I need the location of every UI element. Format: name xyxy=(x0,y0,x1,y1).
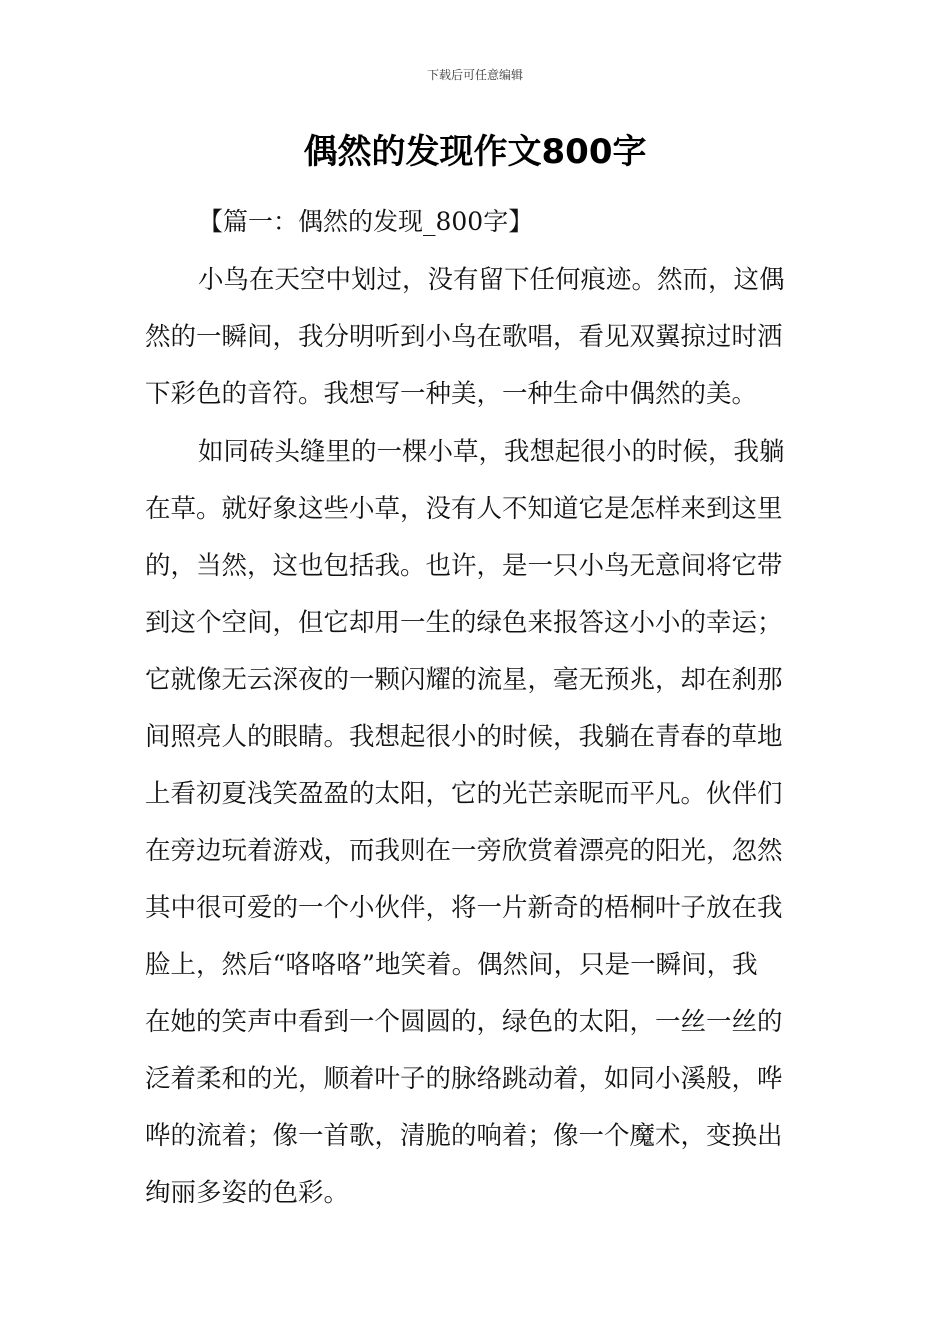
paragraph-line: 如同砖头缝里的一棵小草，我想起很小的时候，我躺 xyxy=(198,437,785,467)
paragraph-2 xyxy=(145,424,810,481)
paragraph-line: 其中很可爱的一个小伙伴，将一片新奇的梧桐叶子放在我 xyxy=(145,893,783,923)
paragraph-line: 哗的流着；像一首歌，清脆的响着；像一个魔术，变换出 xyxy=(145,1121,783,1151)
paragraph-line: 在旁边玩着游戏，而我则在一旁欣赏着漂亮的阳光，忽然 xyxy=(145,836,783,866)
paragraph-line: 脸上，然后“咯咯咯”地笑着。偶然间，只是一瞬间，我 xyxy=(145,950,758,980)
paragraph-line: 到这个空间，但它却用一生的绿色来报答这小小的幸运； xyxy=(145,608,783,638)
paragraph-line: 下彩色的音符。我想写一种美，一种生命中偶然的美。 xyxy=(145,379,758,409)
paragraph-1 xyxy=(145,252,810,309)
paragraph-line: 在草。就好象这些小草，没有人不知道它是怎样来到这里 xyxy=(145,494,783,524)
paragraph-line: 的，当然，这也包括我。也许，是一只小鸟无意间将它带 xyxy=(145,551,783,581)
paragraph-line: 在她的笑声中看到一个圆圆的，绿色的太阳，一丝一丝的 xyxy=(145,1007,783,1037)
paragraph-line: 然的一瞬间，我分明听到小鸟在歌唱，看见双翼掠过时洒 xyxy=(145,322,783,352)
paragraph-2-continued xyxy=(145,481,810,1222)
paragraph-line: 泛着柔和的光，顺着叶子的脉络跳动着，如同小溪般，哗 xyxy=(145,1064,783,1094)
paragraph-line: 它就像无云深夜的一颗闪耀的流星，毫无预兆，却在刹那 xyxy=(145,665,783,695)
section-heading: 【篇一：偶然的发现_800字】 xyxy=(198,207,534,236)
page-header-note: 下载后可任意编辑 xyxy=(426,68,523,82)
paragraph-line: 绚丽多姿的色彩。 xyxy=(145,1178,350,1208)
document-title: 偶然的发现作文800字 xyxy=(303,132,647,172)
paragraph-line: 上看初夏浅笑盈盈的太阳，它的光芒亲昵而平凡。伙伴们 xyxy=(145,779,783,809)
paragraph-line: 小鸟在天空中划过，没有留下任何痕迹。然而，这偶 xyxy=(198,265,785,295)
paragraph-1-continued xyxy=(145,309,810,423)
paragraph-line: 间照亮人的眼睛。我想起很小的时候，我躺在青春的草地 xyxy=(145,722,783,752)
